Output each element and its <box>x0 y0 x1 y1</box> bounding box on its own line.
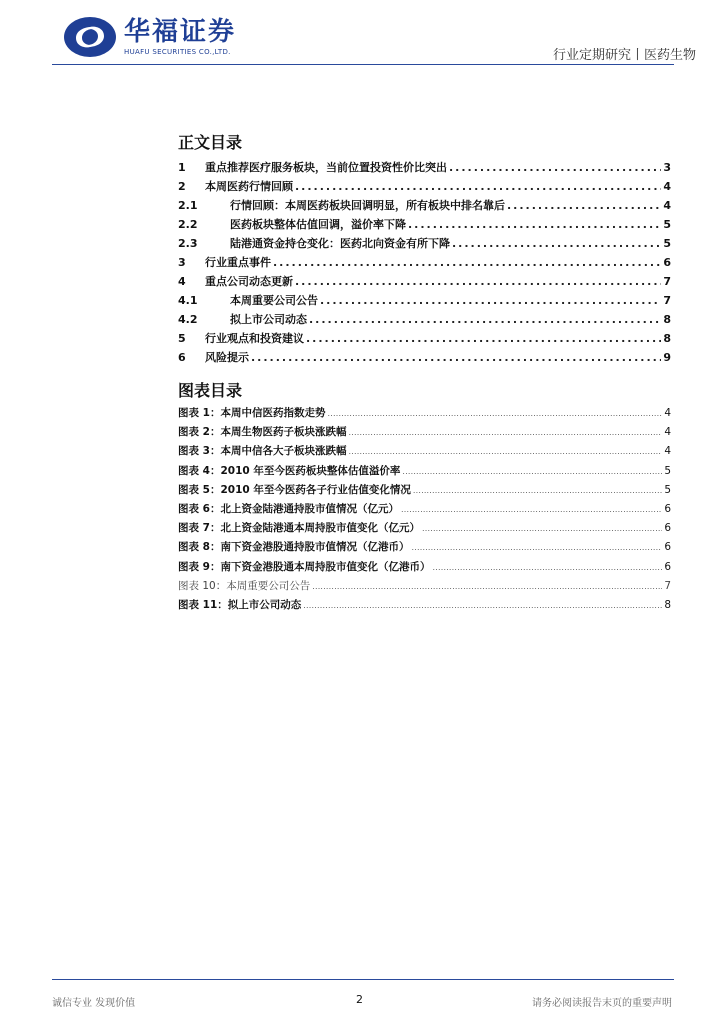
toc-item[interactable] <box>178 349 671 368</box>
figure-item-label: 图表 11：拟上市公司动态 <box>178 598 302 611</box>
toc-item[interactable] <box>178 216 671 235</box>
figure-item[interactable] <box>178 597 671 616</box>
figure-item-label: 图表 8：南下资金港股通持股市值情况（亿港币） <box>178 541 410 554</box>
toc-dot-leader <box>507 199 661 212</box>
figure-dot-leader <box>312 582 662 591</box>
footer-divider <box>52 979 674 980</box>
toc-item-number: 4.1 <box>178 294 198 307</box>
figure-item[interactable] <box>178 482 671 501</box>
figure-item-page: 5 <box>664 483 671 496</box>
figure-item[interactable] <box>178 520 671 539</box>
toc-item-label: 本周医药行情回顾 <box>205 180 293 193</box>
figure-item-page: 4 <box>664 426 671 439</box>
figure-item-label: 图表 10：本周重要公司公告 <box>178 579 311 592</box>
toc-title: 正文目录 <box>178 133 243 152</box>
figure-dot-leader <box>348 447 662 456</box>
toc-dot-leader <box>449 161 661 174</box>
toc-dot-leader <box>251 351 661 364</box>
toc-item-number: 6 <box>178 351 186 364</box>
toc-item-page: 7 <box>663 275 671 288</box>
toc-item-number: 1 <box>178 161 186 174</box>
toc-item-label: 重点公司动态更新 <box>205 275 293 288</box>
company-logo <box>62 14 236 60</box>
figure-item-label: 图表 4：2010 年至今医药板块整体估值溢价率 <box>178 464 401 477</box>
figure-item[interactable] <box>178 501 671 520</box>
toc-item-label: 行情回顾：本周医药板块回调明显，所有板块中排名靠后 <box>230 199 505 212</box>
toc-item[interactable] <box>178 197 671 216</box>
page-number: 2 <box>356 993 363 1006</box>
figure-item[interactable] <box>178 463 671 482</box>
toc-item-label: 本周重要公司公告 <box>230 294 318 307</box>
toc-item-label: 风险提示 <box>205 351 249 364</box>
toc-item[interactable] <box>178 330 671 349</box>
figure-item-label: 图表 7：北上资金陆港通本周持股市值变化（亿元） <box>178 522 420 535</box>
figure-dot-leader <box>432 563 662 572</box>
toc-item-page: 6 <box>663 256 671 269</box>
toc-item-label: 医药板块整体估值回调，溢价率下降 <box>230 218 406 231</box>
figure-dot-leader <box>348 428 662 437</box>
figure-item-page: 6 <box>664 522 671 535</box>
figure-item-label: 图表 3：本周中信各大子板块涨跌幅 <box>178 445 347 458</box>
figure-item-page: 6 <box>664 502 671 515</box>
toc-dot-leader <box>306 332 661 345</box>
figure-item-label: 图表 1：本周中信医药指数走势 <box>178 407 326 419</box>
figure-item-page: 7 <box>664 579 671 592</box>
toc-item-label: 拟上市公司动态 <box>230 313 307 326</box>
toc-item-number: 4 <box>178 275 186 288</box>
toc-dot-leader <box>320 294 661 307</box>
toc-item[interactable] <box>178 311 671 330</box>
toc-item-page: 8 <box>663 332 671 345</box>
toc-item-page: 3 <box>663 161 671 174</box>
toc-item-page: 7 <box>663 294 671 307</box>
figure-dot-leader <box>422 524 662 533</box>
toc-item-page: 9 <box>663 351 671 364</box>
toc-item[interactable] <box>178 159 671 178</box>
toc-item[interactable] <box>178 292 671 311</box>
figure-item[interactable] <box>178 578 671 597</box>
toc-item-page: 5 <box>663 237 671 250</box>
figure-item[interactable] <box>178 559 671 578</box>
toc-item-number: 2.3 <box>178 237 198 250</box>
huafu-logo-icon <box>62 14 118 60</box>
toc-list <box>178 159 671 368</box>
figure-item-page: 4 <box>664 445 671 458</box>
toc-item-page: 4 <box>663 199 671 212</box>
toc-item[interactable] <box>178 178 671 197</box>
toc-item-label: 陆港通资金持仓变化：医药北向资金有所下降 <box>230 237 450 250</box>
toc-item-number: 4.2 <box>178 313 198 326</box>
toc-dot-leader <box>273 256 661 269</box>
figure-dot-leader <box>327 409 662 418</box>
toc-item-page: 4 <box>663 180 671 193</box>
toc-dot-leader <box>408 218 661 231</box>
figure-item-page: 4 <box>664 407 671 419</box>
toc-item-number: 2.1 <box>178 199 198 212</box>
figure-item-page: 8 <box>664 598 671 611</box>
figure-dot-leader <box>413 486 662 495</box>
toc-dot-leader <box>309 313 661 326</box>
figure-dot-leader <box>401 505 662 514</box>
toc-item-label: 行业观点和投资建议 <box>205 332 304 345</box>
header-divider <box>52 64 674 65</box>
toc-item[interactable] <box>178 254 671 273</box>
figure-item-label: 图表 5：2010 年至今医药各子行业估值变化情况 <box>178 483 411 496</box>
report-category: 行业定期研究丨医药生物 <box>552 48 696 63</box>
toc-item-page: 5 <box>663 218 671 231</box>
figure-item[interactable] <box>178 539 671 558</box>
toc-item-number: 2.2 <box>178 218 198 231</box>
footer-slogan: 诚信专业 发现价值 <box>52 998 136 1009</box>
figure-item-label: 图表 9：南下资金港股通本周持股市值变化（亿港币） <box>178 560 431 573</box>
figure-item-page: 6 <box>664 560 671 573</box>
toc-item[interactable] <box>178 235 671 254</box>
toc-item-number: 2 <box>178 180 186 193</box>
figure-item[interactable] <box>178 405 671 424</box>
figure-item[interactable] <box>178 424 671 443</box>
logo-chinese-name: 华福证券 <box>124 17 237 47</box>
figure-item-label: 图表 2：本周生物医药子板块涨跌幅 <box>178 426 347 439</box>
logo-english-name: HUAFU SECURITIES CO.,LTD. <box>124 48 231 56</box>
toc-dot-leader <box>295 275 661 288</box>
toc-item-number: 3 <box>178 256 186 269</box>
toc-item[interactable] <box>178 273 671 292</box>
figure-item-label: 图表 6：北上资金陆港通持股市值情况（亿元） <box>178 502 399 515</box>
figure-dot-leader <box>303 601 662 610</box>
toc-item-label: 重点推荐医疗服务板块，当前位置投资性价比突出 <box>205 161 447 174</box>
figures-title: 图表目录 <box>178 381 243 400</box>
figure-item-page: 5 <box>664 464 671 477</box>
toc-dot-leader <box>295 180 661 193</box>
toc-item-page: 8 <box>663 313 671 326</box>
figure-item-page: 6 <box>664 541 671 554</box>
toc-dot-leader <box>452 237 661 250</box>
toc-item-number: 5 <box>178 332 186 345</box>
figure-dot-leader <box>402 467 662 476</box>
footer-disclaimer: 请务必阅读报告末页的重要声明 <box>532 998 672 1009</box>
figures-list <box>178 405 671 616</box>
toc-item-label: 行业重点事件 <box>205 256 271 269</box>
figure-item[interactable] <box>178 443 671 462</box>
figure-dot-leader <box>411 543 662 552</box>
